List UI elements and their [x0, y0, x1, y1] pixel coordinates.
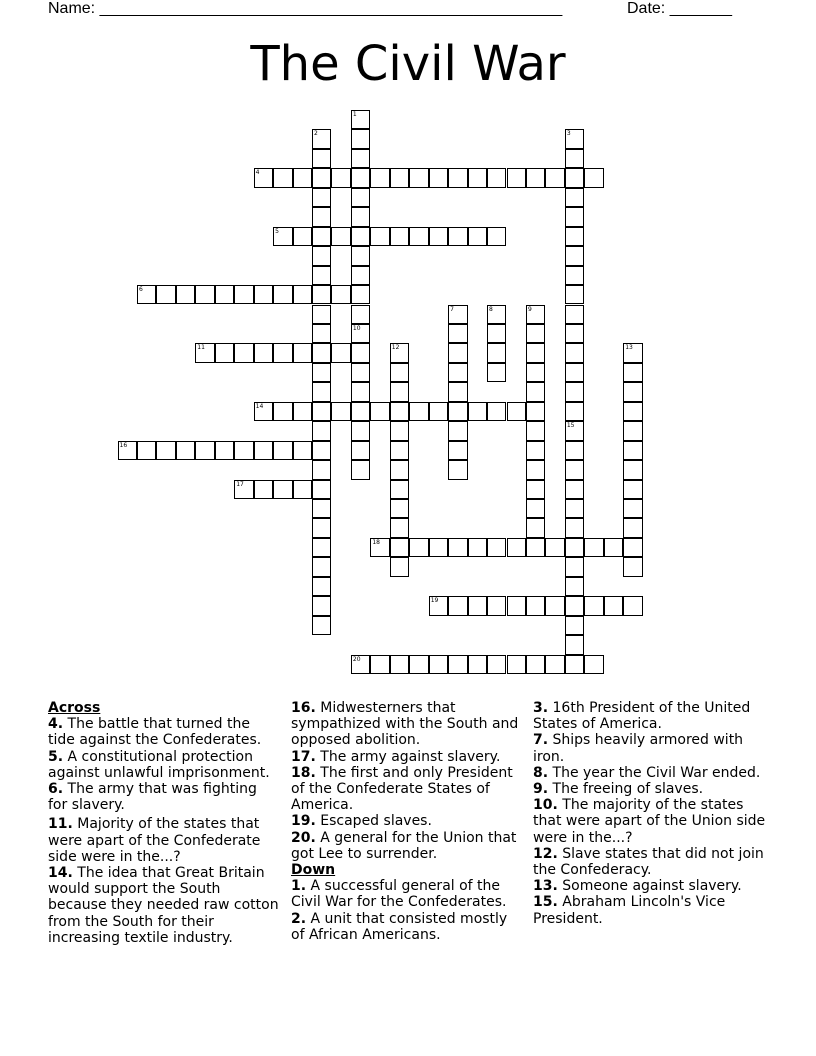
date-label: Date: [627, 0, 666, 17]
crossword-cell[interactable] [234, 480, 253, 499]
name-field [48, 0, 562, 18]
name-blank: ____________________________________________________ [99, 0, 563, 17]
crossword-cell[interactable] [487, 655, 506, 674]
crossword-cell[interactable] [623, 499, 642, 518]
crossword-cell[interactable] [487, 324, 506, 343]
crossword-cell[interactable] [293, 441, 312, 460]
crossword-cell[interactable] [584, 596, 603, 615]
crossword-cell[interactable] [526, 596, 545, 615]
across-heading: Across [48, 700, 101, 716]
crossword-cell[interactable] [351, 655, 370, 674]
crossword-cell[interactable] [565, 421, 584, 440]
crossword-cell[interactable] [565, 557, 584, 576]
crossword-cell[interactable] [351, 246, 370, 265]
crossword-cell[interactable] [331, 168, 350, 187]
crossword-cell[interactable] [565, 188, 584, 207]
crossword-cell[interactable] [507, 402, 526, 421]
crossword-cell[interactable] [312, 246, 331, 265]
crossword-cell[interactable] [468, 596, 487, 615]
crossword-cell[interactable] [526, 460, 545, 479]
crossword-cell[interactable] [409, 538, 428, 557]
clue-number: 9 [527, 305, 532, 313]
crossword-cell[interactable] [254, 480, 273, 499]
crossword-cell[interactable] [390, 421, 409, 440]
crossword-cell[interactable] [448, 227, 467, 246]
crossword-cell[interactable] [565, 305, 584, 324]
crossword-cell[interactable] [195, 285, 214, 304]
crossword-cell[interactable] [351, 188, 370, 207]
crossword-cell[interactable] [273, 402, 292, 421]
clue-column-1 [48, 700, 280, 946]
crossword-cell[interactable] [565, 343, 584, 362]
crossword-cell[interactable] [429, 596, 448, 615]
clue-number: 20 [352, 655, 361, 663]
clue-down-15: 15. Abraham Lincoln's Vice President. [533, 894, 726, 927]
crossword-cell[interactable] [565, 441, 584, 460]
crossword-cell[interactable] [565, 655, 584, 674]
crossword-cell[interactable] [623, 343, 642, 362]
crossword-cell[interactable] [370, 402, 389, 421]
crossword-cell[interactable] [351, 285, 370, 304]
clue-number: 11 [197, 344, 205, 352]
clue-number: 15 [566, 422, 575, 430]
crossword-cell[interactable] [623, 596, 642, 615]
clue-across-20: 20. A general for the Union that got Lee to surrender. [291, 829, 517, 862]
clue-number: 5 [275, 227, 279, 235]
crossword-cell[interactable] [604, 596, 623, 615]
crossword-cell[interactable] [370, 538, 389, 557]
clue-number: 18 [372, 538, 380, 546]
crossword-cell[interactable] [623, 480, 642, 499]
crossword-cell[interactable] [429, 538, 448, 557]
crossword-cell[interactable] [254, 343, 273, 362]
clue-number: 1 [352, 111, 357, 118]
clue-number: 4 [255, 169, 260, 177]
crossword-cell[interactable] [234, 343, 253, 362]
crossword-cell[interactable] [565, 635, 584, 654]
crossword-cell[interactable] [176, 441, 195, 460]
crossword-cell[interactable] [312, 129, 331, 148]
date-field [627, 0, 732, 18]
crossword-cell[interactable] [429, 168, 448, 187]
crossword-cell[interactable] [390, 480, 409, 499]
crossword-cell[interactable] [390, 499, 409, 518]
crossword-cell[interactable] [351, 460, 370, 479]
clue-down-2: 2. A unit that consisted mostly of African Americans. [291, 910, 508, 943]
crossword-cell[interactable] [312, 499, 331, 518]
crossword-cell[interactable] [195, 343, 214, 362]
crossword-cell[interactable] [565, 129, 584, 148]
crossword-cell[interactable] [565, 538, 584, 557]
crossword-cell[interactable] [351, 343, 370, 362]
clue-number: 12 [391, 344, 400, 352]
crossword-cell[interactable] [565, 227, 584, 246]
crossword-cell[interactable] [623, 538, 642, 557]
crossword-cell[interactable] [156, 285, 175, 304]
crossword-cell[interactable] [351, 227, 370, 246]
clue-down-13: 13. Someone against slavery. [533, 878, 742, 895]
crossword-cell[interactable] [526, 655, 545, 674]
clue-down-9: 9. The freeing of slaves. [533, 781, 704, 798]
crossword-cell[interactable] [584, 655, 603, 674]
clue-across-16: 16. Midwesterners that sympathized with the South and opposed abolition. [291, 700, 519, 749]
crossword-cell[interactable] [565, 616, 584, 635]
clue-across-17: 17. The army against slavery. [291, 748, 501, 765]
crossword-cell[interactable] [312, 460, 331, 479]
crossword-cell[interactable] [448, 596, 467, 615]
crossword-cell[interactable] [429, 402, 448, 421]
crossword-cell[interactable] [448, 324, 467, 343]
crossword-cell[interactable] [409, 227, 428, 246]
crossword-cell[interactable] [507, 538, 526, 557]
crossword-cell[interactable] [565, 363, 584, 382]
crossword-cell[interactable] [487, 538, 506, 557]
crossword-cell[interactable] [351, 363, 370, 382]
crossword-cell[interactable] [390, 343, 409, 362]
crossword-cell[interactable] [448, 402, 467, 421]
crossword-cell[interactable] [351, 110, 370, 129]
crossword-cell[interactable] [526, 343, 545, 362]
crossword-cell[interactable] [312, 343, 331, 362]
crossword-cell[interactable] [390, 557, 409, 576]
crossword-cell[interactable] [390, 655, 409, 674]
crossword-cell[interactable] [312, 402, 331, 421]
crossword-cell[interactable] [254, 402, 273, 421]
crossword-cell[interactable] [409, 655, 428, 674]
crossword-cell[interactable] [526, 421, 545, 440]
crossword-cell[interactable] [351, 441, 370, 460]
crossword-cell[interactable] [623, 460, 642, 479]
crossword-cell[interactable] [487, 305, 506, 324]
crossword-cell[interactable] [254, 441, 273, 460]
crossword-cell[interactable] [409, 402, 428, 421]
crossword-cell[interactable] [565, 149, 584, 168]
crossword-cell[interactable] [118, 441, 137, 460]
crossword-cell[interactable] [312, 557, 331, 576]
crossword-cell[interactable] [565, 596, 584, 615]
crossword-cell[interactable] [312, 188, 331, 207]
clue-number: 7 [450, 305, 454, 313]
crossword-cell[interactable] [351, 129, 370, 148]
crossword-cell[interactable] [565, 168, 584, 187]
crossword-cell[interactable] [526, 538, 545, 557]
crossword-cell[interactable] [526, 305, 545, 324]
crossword-cell[interactable] [370, 168, 389, 187]
clue-column-2 [291, 700, 523, 943]
crossword-cell[interactable] [176, 285, 195, 304]
crossword-cell[interactable] [604, 538, 623, 557]
clue-number: 17 [236, 480, 244, 488]
crossword-cell[interactable] [293, 227, 312, 246]
crossword-cell[interactable] [390, 168, 409, 187]
crossword-cell[interactable] [312, 382, 331, 401]
crossword-cell[interactable] [351, 149, 370, 168]
crossword-cell[interactable] [312, 324, 331, 343]
crossword-cell[interactable] [565, 518, 584, 537]
name-label: Name: [48, 0, 96, 17]
crossword-cell[interactable] [487, 596, 506, 615]
crossword-cell[interactable] [312, 441, 331, 460]
clue-number: 14 [255, 402, 264, 410]
crossword-cell[interactable] [137, 285, 156, 304]
clue-number: 6 [138, 286, 143, 294]
crossword-cell[interactable] [545, 538, 564, 557]
clue-number: 13 [625, 344, 633, 352]
clue-number: 8 [489, 305, 493, 313]
crossword-cell[interactable] [487, 343, 506, 362]
crossword-cell[interactable] [312, 421, 331, 440]
crossword-cell[interactable] [565, 266, 584, 285]
crossword-cell[interactable] [331, 227, 350, 246]
crossword-cell[interactable] [623, 402, 642, 421]
clue-across-19: 19. Escaped slaves. [291, 813, 432, 830]
crossword-cell[interactable] [448, 382, 467, 401]
clue-across-14: 14. The idea that Great Britain would support the South because they needed raw cotton from the South for their increasing textile industry. [48, 865, 279, 946]
crossword-cell[interactable] [487, 402, 506, 421]
crossword-cell[interactable] [312, 596, 331, 615]
crossword-cell[interactable] [565, 460, 584, 479]
crossword-cell[interactable] [331, 402, 350, 421]
crossword-cell[interactable] [351, 382, 370, 401]
crossword-cell[interactable] [565, 285, 584, 304]
crossword-cell[interactable] [156, 441, 175, 460]
crossword-cell[interactable] [623, 557, 642, 576]
crossword-cell[interactable] [312, 363, 331, 382]
crossword-cell[interactable] [565, 480, 584, 499]
crossword-cell[interactable] [351, 266, 370, 285]
clue-across-4: 4. The battle that turned the tide against the Confederates. [48, 716, 262, 749]
crossword-cell[interactable] [584, 538, 603, 557]
crossword-cell[interactable] [448, 305, 467, 324]
crossword-cell[interactable] [526, 518, 545, 537]
clue-down-12: 12. Slave states that did not join the Confederacy. [533, 845, 764, 879]
crossword-cell[interactable] [468, 402, 487, 421]
crossword-cell[interactable] [273, 480, 292, 499]
clue-across-6: 6. The army that was fighting for slavery. [48, 781, 257, 814]
crossword-cell[interactable] [448, 655, 467, 674]
crossword-cell[interactable] [331, 285, 350, 304]
crossword-cell[interactable] [312, 285, 331, 304]
crossword-cell[interactable] [448, 421, 467, 440]
crossword-cell[interactable] [390, 518, 409, 537]
clue-number: 16 [119, 441, 128, 449]
crossword-cell[interactable] [526, 324, 545, 343]
crossword-cell[interactable] [390, 227, 409, 246]
crossword-cell[interactable] [331, 343, 350, 362]
crossword-cell[interactable] [429, 227, 448, 246]
crossword-cell[interactable] [507, 655, 526, 674]
crossword-cell[interactable] [312, 305, 331, 324]
clue-down-3: 3. 16th President of the United States of America. [533, 700, 751, 733]
crossword-cell[interactable] [390, 538, 409, 557]
clue-number: 10 [352, 324, 361, 332]
clue-column-3 [533, 700, 773, 927]
crossword-cell[interactable] [312, 480, 331, 499]
crossword-cell[interactable] [137, 441, 156, 460]
crossword-cell[interactable] [312, 207, 331, 226]
clue-across-18: 18. The first and only President of the Confederate States of America. [291, 764, 513, 814]
crossword-cell[interactable] [351, 421, 370, 440]
crossword-cell[interactable] [390, 441, 409, 460]
crossword-cell[interactable] [623, 441, 642, 460]
crossword-cell[interactable] [565, 324, 584, 343]
crossword-cell[interactable] [448, 168, 467, 187]
crossword-cell[interactable] [312, 518, 331, 537]
clue-down-10: 10. The majority of the states that were apart of the Union side were in the...? [533, 797, 766, 846]
clue-across-5: 5. A constitutional protection against unlawful imprisonment. [48, 748, 270, 781]
crossword-cell[interactable] [293, 402, 312, 421]
crossword-cell[interactable] [351, 402, 370, 421]
crossword-cell[interactable] [254, 285, 273, 304]
crossword-cell[interactable] [351, 207, 370, 226]
crossword-cell[interactable] [215, 441, 234, 460]
crossword-cell[interactable] [273, 441, 292, 460]
clue-down-7: 7. Ships heavily armored with iron. [533, 732, 744, 765]
crossword-cell[interactable] [545, 655, 564, 674]
crossword-cell[interactable] [273, 343, 292, 362]
crossword-cell[interactable] [273, 285, 292, 304]
clue-number: 19 [430, 597, 439, 605]
crossword-cell[interactable] [195, 441, 214, 460]
crossword-cell[interactable] [293, 168, 312, 187]
crossword-cell[interactable] [526, 480, 545, 499]
crossword-cell[interactable] [390, 460, 409, 479]
crossword-cell[interactable] [390, 382, 409, 401]
crossword-cell[interactable] [584, 168, 603, 187]
clue-number: 2 [314, 130, 318, 138]
crossword-cell[interactable] [312, 538, 331, 557]
crossword-cell[interactable] [565, 246, 584, 265]
crossword-cell[interactable] [351, 305, 370, 324]
crossword-cell[interactable] [468, 655, 487, 674]
crossword-cell[interactable] [390, 363, 409, 382]
crossword-cell[interactable] [273, 168, 292, 187]
crossword-cell[interactable] [370, 655, 389, 674]
crossword-cell[interactable] [312, 266, 331, 285]
crossword-cell[interactable] [312, 616, 331, 635]
crossword-cell[interactable] [623, 421, 642, 440]
crossword-cell[interactable] [390, 402, 409, 421]
down-heading: Down [291, 862, 336, 879]
crossword-cell[interactable] [351, 324, 370, 343]
crossword-cell[interactable] [215, 343, 234, 362]
crossword-cell[interactable] [468, 168, 487, 187]
crossword-cell[interactable] [234, 285, 253, 304]
crossword-cell[interactable] [526, 402, 545, 421]
crossword-cell[interactable] [507, 168, 526, 187]
crossword-cell[interactable] [448, 441, 467, 460]
crossword-cell[interactable] [312, 149, 331, 168]
crossword-cell[interactable] [254, 168, 273, 187]
crossword-cell[interactable] [565, 402, 584, 421]
crossword-cell[interactable] [507, 596, 526, 615]
crossword-cell[interactable] [234, 441, 253, 460]
crossword-cell[interactable] [312, 168, 331, 187]
crossword-cell[interactable] [545, 596, 564, 615]
crossword-cell[interactable] [526, 168, 545, 187]
crossword-cell[interactable] [273, 227, 292, 246]
crossword-cell[interactable] [468, 538, 487, 557]
crossword-cell[interactable] [429, 655, 448, 674]
crossword-cell[interactable] [565, 207, 584, 226]
crossword-cell[interactable] [448, 460, 467, 479]
crossword-cell[interactable] [526, 382, 545, 401]
crossword-cell[interactable] [565, 382, 584, 401]
page-title: The Civil War [250, 36, 566, 92]
clue-number: 3 [566, 130, 571, 138]
crossword-cell[interactable] [487, 363, 506, 382]
crossword-cell[interactable] [293, 285, 312, 304]
crossword-cell[interactable] [487, 227, 506, 246]
crossword-cell[interactable] [448, 343, 467, 362]
crossword-cell[interactable] [526, 441, 545, 460]
crossword-cell[interactable] [312, 227, 331, 246]
clue-down-8: 8. The year the Civil War ended. [533, 764, 761, 781]
crossword-cell[interactable] [351, 168, 370, 187]
crossword-cell[interactable] [623, 363, 642, 382]
crossword-cell[interactable] [370, 227, 389, 246]
crossword-cell[interactable] [487, 168, 506, 187]
date-blank: _______ [669, 0, 732, 17]
crossword-cell[interactable] [526, 499, 545, 518]
crossword-cell[interactable] [215, 285, 234, 304]
crossword-cell[interactable] [448, 363, 467, 382]
crossword-cell[interactable] [526, 363, 545, 382]
crossword-cell[interactable] [293, 480, 312, 499]
crossword-cell[interactable] [565, 577, 584, 596]
crossword-cell[interactable] [312, 577, 331, 596]
clue-across-11: 11. Majority of the states that were apart of the Confederate side were in the...? [48, 816, 261, 865]
crossword-cell[interactable] [623, 382, 642, 401]
crossword-cell[interactable] [545, 168, 564, 187]
crossword-cell[interactable] [293, 343, 312, 362]
crossword-cell[interactable] [623, 518, 642, 537]
crossword-cell[interactable] [409, 168, 428, 187]
crossword-cell[interactable] [448, 538, 467, 557]
crossword-cell[interactable] [468, 227, 487, 246]
clue-down-1: 1. A successful general of the Civil War for the Confederates. [291, 878, 507, 911]
crossword-cell[interactable] [565, 499, 584, 518]
